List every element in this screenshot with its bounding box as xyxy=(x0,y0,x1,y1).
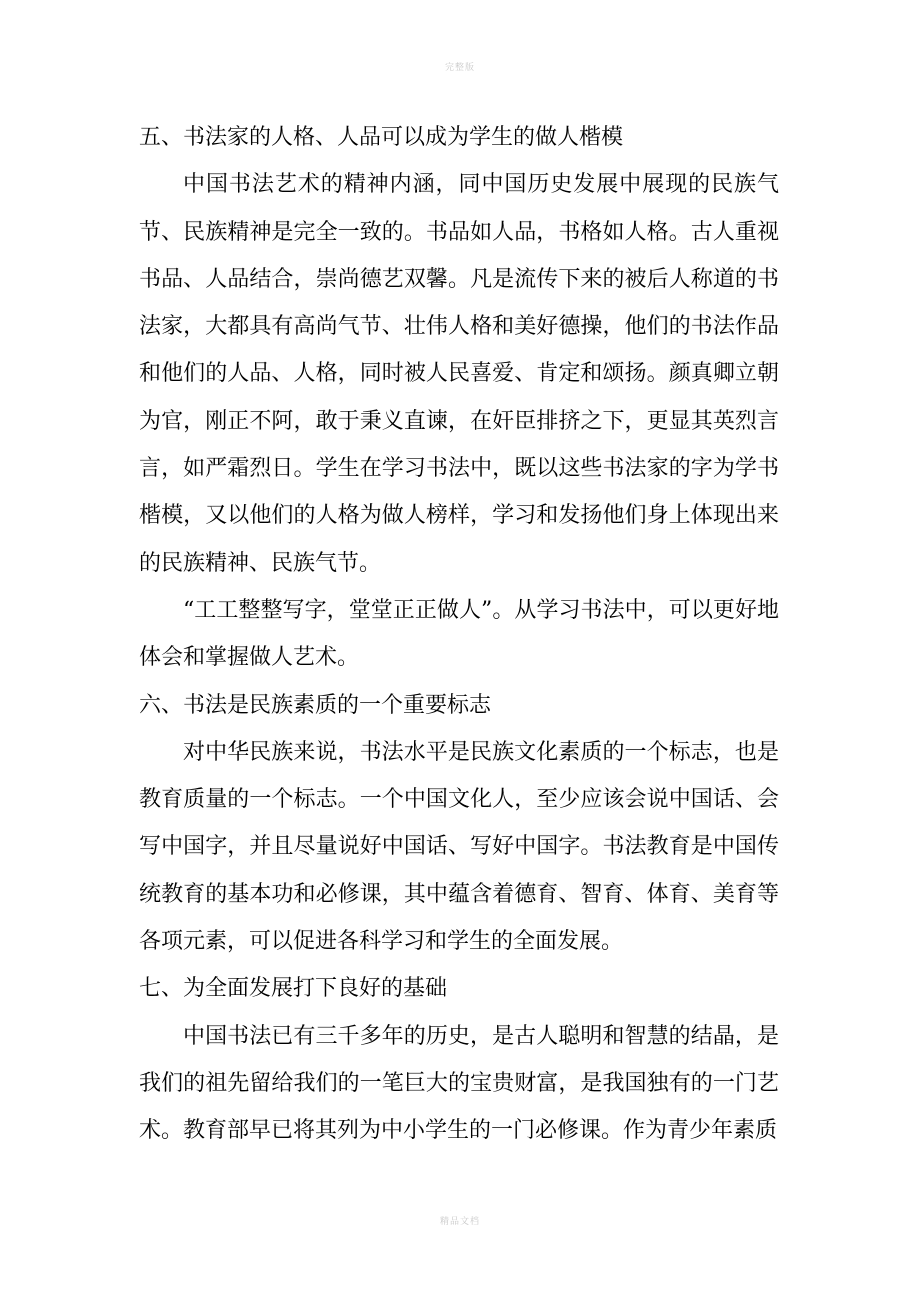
section-6-paragraph-1: 对中华民族来说，书法水平是民族文化素质的一个标志，也是教育质量的一个标志。一个中国文化人，至少应该会说中国话、会写中国字，并且尽量说好中国话、写好中国字。书法教育是中国传统教育的基本功和必修课，其中蕴含着德育、智育、体育、美育等各项元素，可以促进各科学习和学生的全面发展。 xyxy=(139,739,779,955)
section-5-paragraph-2: “工工整整写字，堂堂正正做人”。从学习书法中，可以更好地体会和掌握做人艺术。 xyxy=(139,597,779,671)
document-body xyxy=(139,114,779,1155)
section-7-paragraph-1: 中国书法已有三千多年的历史，是古人聪明和智慧的结晶，是我们的祖先留给我们的一笔巨大的宝贵财富，是我国独有的一门艺术。教育部早已将其列为中小学生的一门必修课。作为青少年素质 xyxy=(139,1023,779,1144)
footer-watermark: 精品文档 xyxy=(439,1217,480,1227)
section-heading-5: 五、书法家的人格、人品可以成为学生的做人楷模 xyxy=(139,125,624,150)
section-heading-6: 六、书法是民族素质的一个重要标志 xyxy=(139,692,492,718)
header-watermark: 完整版 xyxy=(444,63,475,73)
section-heading-7: 七、为全面发展打下良好的基础 xyxy=(139,976,448,1002)
section-5-paragraph-1: 中国书法艺术的精神内涵，同中国历史发展中展现的民族气节、民族精神是完全一致的。书品如人品，书格如人格。古人重视书品、人品结合，崇尚德艺双馨。凡是流传下来的被后人称道的书法家，大都具有高尚气节、壮伟人格和美好德操，他们的书法作品和他们的人品、人格，同时被人民喜爱、肯定和颂扬。颜真卿立朝为官，刚正不阿，敢于秉义直谏，在奸臣排挤之下，更显其英烈言言，如严霜烈日。学生在学习书法中，既以这些书法家的字为学书楷模，又以他们的人格为做人榜样，学习和发扬他们身上体现出来的民族精神、民族气节。 xyxy=(139,172,779,576)
